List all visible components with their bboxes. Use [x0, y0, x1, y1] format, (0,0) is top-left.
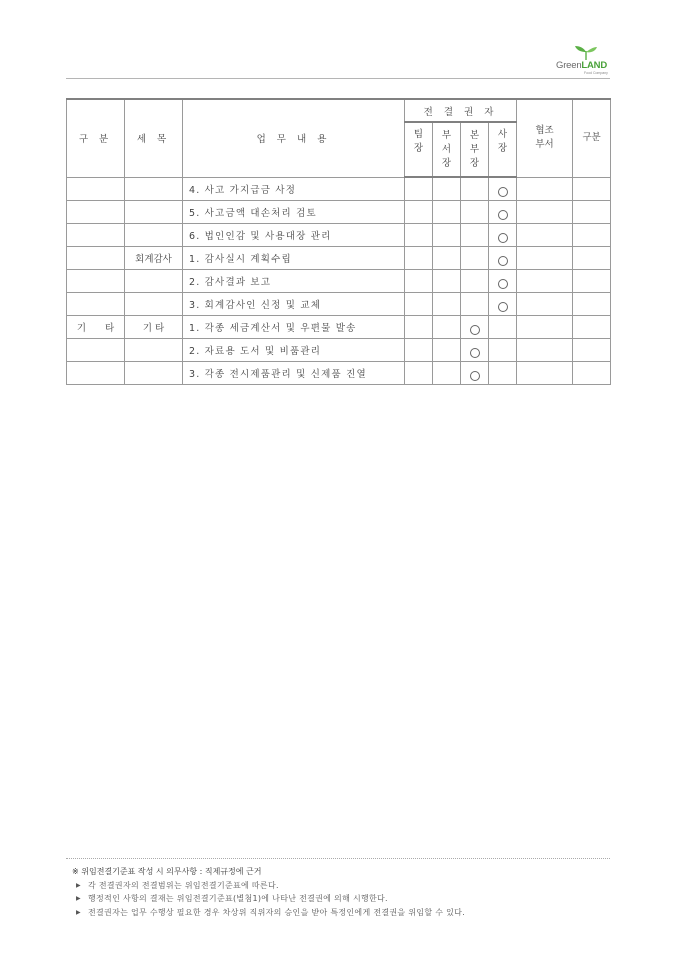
- table-row: [67, 246, 611, 269]
- cell-item: [125, 200, 183, 223]
- cell-category: [67, 200, 125, 223]
- bullet-arrow-icon: ▶: [76, 908, 81, 916]
- logo-tagline: Food Company: [584, 71, 608, 75]
- cell-task: 2. 감사결과 보고: [183, 269, 405, 292]
- cell-division-head: [461, 315, 489, 338]
- cell-dept-head: [433, 315, 461, 338]
- cell-category-2: [573, 338, 611, 361]
- approval-mark-icon: [498, 233, 508, 243]
- cell-president: [489, 338, 517, 361]
- cell-division-head: [461, 292, 489, 315]
- cell-category: [67, 338, 125, 361]
- sprout-leaf-icon: [574, 44, 598, 60]
- footer-divider: [66, 858, 610, 859]
- cell-item: [125, 223, 183, 246]
- approval-mark-icon: [498, 210, 508, 220]
- header-divider: [66, 78, 610, 79]
- table-row: [67, 338, 611, 361]
- header-item: 세 목: [125, 99, 183, 177]
- table-row: [67, 269, 611, 292]
- header-team-leader: 팀장: [405, 122, 433, 177]
- cell-coop-dept: [517, 177, 573, 200]
- approval-mark-icon: [498, 256, 508, 266]
- cell-coop-dept: [517, 200, 573, 223]
- table-row: [67, 223, 611, 246]
- table-row: [67, 292, 611, 315]
- cell-dept-head: [433, 338, 461, 361]
- cell-category-2: [573, 177, 611, 200]
- cell-coop-dept: [517, 292, 573, 315]
- cell-coop-dept: [517, 315, 573, 338]
- footer-notes-title: ※ 위임전결기준표 작성 시 의무사항 : 직제규정에 근거: [72, 867, 262, 876]
- cell-category: [67, 177, 125, 200]
- cell-category-2: [573, 246, 611, 269]
- cell-coop-dept: [517, 269, 573, 292]
- approval-mark-icon: [470, 325, 480, 335]
- cell-task: 1. 각종 세금계산서 및 우편물 발송: [183, 315, 405, 338]
- cell-coop-dept: [517, 246, 573, 269]
- cell-division-head: [461, 338, 489, 361]
- cell-team-leader: [405, 269, 433, 292]
- cell-category-2: [573, 315, 611, 338]
- cell-item: 회계감사: [125, 246, 183, 269]
- cell-division-head: [461, 246, 489, 269]
- cell-dept-head: [433, 200, 461, 223]
- logo-wordmark: GreenLAND: [556, 60, 607, 71]
- cell-dept-head: [433, 361, 461, 384]
- footer-notes: [72, 865, 465, 919]
- cell-team-leader: [405, 200, 433, 223]
- cell-president: [489, 177, 517, 200]
- cell-task: 1. 감사실시 계획수립: [183, 246, 405, 269]
- cell-dept-head: [433, 269, 461, 292]
- header-division-head: 본부장: [461, 122, 489, 177]
- cell-category: [67, 361, 125, 384]
- header-coop-dept: 협조부서: [517, 99, 573, 177]
- header-dept-head: 부서장: [433, 122, 461, 177]
- cell-category: [67, 223, 125, 246]
- cell-item: 기 타: [125, 315, 183, 338]
- cell-dept-head: [433, 246, 461, 269]
- cell-category: [67, 292, 125, 315]
- cell-team-leader: [405, 177, 433, 200]
- cell-dept-head: [433, 223, 461, 246]
- cell-category-2: [573, 361, 611, 384]
- cell-team-leader: [405, 361, 433, 384]
- bullet-arrow-icon: ▶: [76, 895, 81, 902]
- header-authority-group: 전 결 권 자: [405, 99, 517, 122]
- delegation-authority-table: [66, 98, 611, 385]
- cell-division-head: [461, 361, 489, 384]
- cell-president: [489, 269, 517, 292]
- table-row: [67, 200, 611, 223]
- cell-president: [489, 315, 517, 338]
- cell-division-head: [461, 200, 489, 223]
- cell-item: [125, 361, 183, 384]
- cell-president: [489, 246, 517, 269]
- cell-team-leader: [405, 246, 433, 269]
- cell-category-2: [573, 292, 611, 315]
- cell-coop-dept: [517, 223, 573, 246]
- cell-task: 6. 법인인감 및 사용대장 관리: [183, 223, 405, 246]
- company-logo: [552, 44, 614, 74]
- cell-item: [125, 177, 183, 200]
- cell-task: 3. 각종 전시제품관리 및 신제품 진열: [183, 361, 405, 384]
- cell-president: [489, 361, 517, 384]
- cell-category: 기 타: [67, 315, 125, 338]
- approval-mark-icon: [470, 371, 480, 381]
- cell-dept-head: [433, 292, 461, 315]
- cell-coop-dept: [517, 361, 573, 384]
- cell-category-2: [573, 223, 611, 246]
- cell-president: [489, 292, 517, 315]
- cell-team-leader: [405, 292, 433, 315]
- approval-mark-icon: [498, 302, 508, 312]
- cell-task: 5. 사고금액 대손처리 검토: [183, 200, 405, 223]
- cell-team-leader: [405, 315, 433, 338]
- cell-category: [67, 246, 125, 269]
- bullet-arrow-icon: ▶: [76, 881, 81, 889]
- cell-president: [489, 200, 517, 223]
- cell-division-head: [461, 223, 489, 246]
- cell-item: [125, 338, 183, 361]
- footer-note: ▶ 행정적인 사항의 결재는 위임전결기준표(별첨1)에 나타난 전결권에 의해 시행한다.: [72, 892, 465, 906]
- header-category: 구 분: [67, 99, 125, 177]
- table-row: [67, 315, 611, 338]
- header-category-2: 구분: [573, 99, 611, 177]
- cell-task: 3. 회계감사인 신정 및 교체: [183, 292, 405, 315]
- cell-dept-head: [433, 177, 461, 200]
- footer-note: ▶ 전결권자는 업무 수행상 필요한 경우 차상위 직위자의 승인을 받아 특정인에게 전결권을 위임할 수 있다.: [72, 906, 465, 920]
- cell-category-2: [573, 200, 611, 223]
- cell-president: [489, 223, 517, 246]
- cell-team-leader: [405, 338, 433, 361]
- cell-team-leader: [405, 223, 433, 246]
- header-task: 업 무 내 용: [183, 99, 405, 177]
- footer-note: ▶ 각 전결권자의 전결범위는 위임전결기준표에 따른다.: [72, 879, 465, 893]
- header-president: 사장: [489, 122, 517, 177]
- cell-division-head: [461, 177, 489, 200]
- cell-coop-dept: [517, 338, 573, 361]
- cell-category: [67, 269, 125, 292]
- table-row: [67, 361, 611, 384]
- approval-mark-icon: [470, 348, 480, 358]
- cell-item: [125, 292, 183, 315]
- approval-mark-icon: [498, 187, 508, 197]
- cell-task: 4. 사고 가지급금 사정: [183, 177, 405, 200]
- approval-mark-icon: [498, 279, 508, 289]
- table-row: [67, 177, 611, 200]
- cell-division-head: [461, 269, 489, 292]
- cell-category-2: [573, 269, 611, 292]
- cell-item: [125, 269, 183, 292]
- cell-task: 2. 자료용 도서 및 비품관리: [183, 338, 405, 361]
